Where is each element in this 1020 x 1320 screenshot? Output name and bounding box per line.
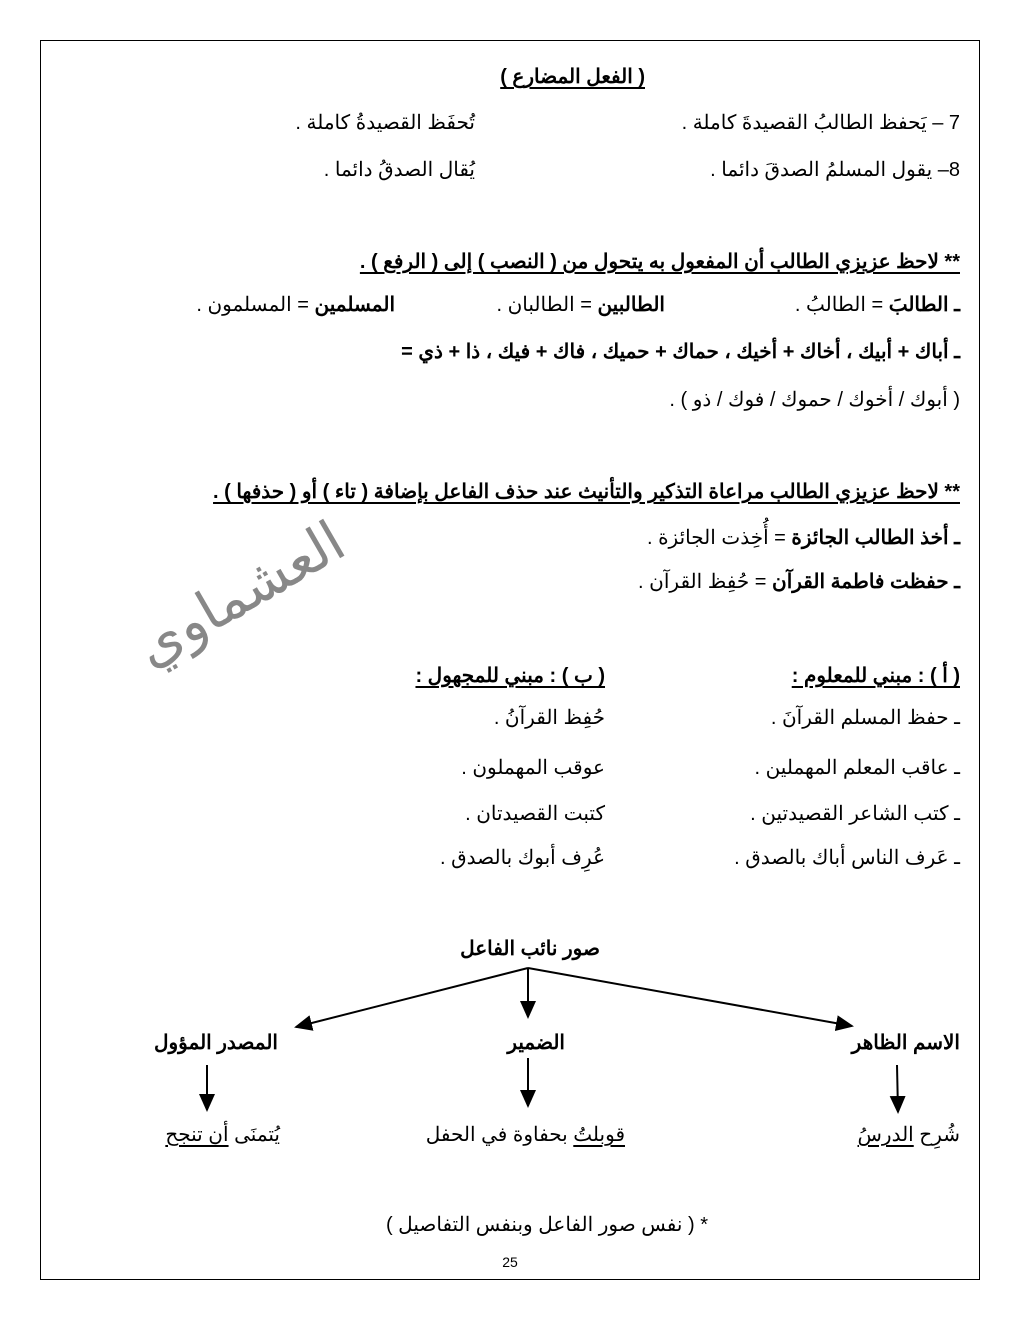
pair-1-rest: = الطالبُ .	[794, 294, 889, 316]
example-underlined: قوبلتُ	[573, 1124, 625, 1146]
col-b-item: كتبت القصيدتان .	[465, 803, 605, 825]
note-object-to-subject: ** لاحظ عزيزي الطالب أن المفعول به يتحول من ( النصب ) إلى ( الرفع ) .	[359, 251, 960, 273]
gender-example-1-bold: ـ أخذ الطالب الجائزة	[791, 527, 960, 549]
gender-example-2-rest: = حُفِظ القرآن .	[638, 571, 773, 593]
col-a-item: ـ عَرف الناس أباك بالصدق .	[734, 847, 960, 869]
pair-1-bold: ـ الطالبَ	[888, 294, 960, 316]
five-nouns: ـ أباك + أبيك ، أخاك + أخيك ، حماك + حميك ، فاك + فيك ، ذا + ذي =	[401, 341, 960, 363]
col-b-item: عُرِف أبوك بالصدق .	[440, 847, 605, 869]
branch-label-mawsool: المصدر المؤول	[153, 1032, 278, 1054]
arrow-to-noun	[528, 968, 852, 1026]
pair-3-bold: المسلمين	[314, 294, 395, 316]
pair-3-rest: = المسلمون .	[196, 294, 315, 316]
page-number: 25	[502, 1254, 518, 1270]
present-passive-2: يُقال الصدقُ دائما .	[323, 159, 475, 181]
present-active-2: 8– يقول المسلمُ الصدقَ دائما .	[710, 159, 960, 181]
branch-label-pronoun: الضمير	[507, 1032, 565, 1054]
col-a-item: ـ عاقب المعلم المهملين .	[754, 757, 960, 779]
col-b-item: حُفِظ القرآنُ .	[493, 707, 605, 729]
example-underlined: أن تنجح	[165, 1124, 229, 1146]
col-a-item: ـ كتب الشاعر القصيدتين .	[750, 803, 960, 825]
example-text: بحفاوة في الحفل	[425, 1124, 574, 1146]
example-underlined: الدرسُ	[857, 1124, 914, 1146]
branch-example-mawsool	[165, 1122, 280, 1148]
branch-label-noun: الاسم الظاهر	[851, 1032, 960, 1054]
col-a-item: ـ حفظ المسلم القرآنَ .	[770, 707, 960, 729]
watermark: العشماوي	[124, 508, 356, 679]
gender-example-1-rest: = أُخِذت الجائزة .	[646, 527, 792, 549]
arrow-down-noun	[897, 1065, 898, 1112]
section-title: ( الفعل المضارع )	[500, 66, 645, 88]
present-active-1: 7 – يَحفظ الطالبُ القصيدةَ كاملة .	[681, 112, 960, 134]
diagram-title: صور نائب الفاعل	[460, 938, 600, 960]
branch-example-pronoun	[426, 1122, 625, 1148]
col-b-item: عوقب المهملون .	[461, 757, 605, 779]
pair-2-bold: الطالبين	[597, 294, 665, 316]
branch-example-noun	[858, 1122, 961, 1148]
note-gender: ** لاحظ عزيزي الطالب مراعاة التذكير والتأنيث عند حذف الفاعل بإضافة ( تاء ) أو ( حذفها ) .	[213, 481, 960, 503]
footnote: * ( نفس صور الفاعل وبنفس التفاصيل )	[385, 1214, 708, 1236]
gender-example-2-bold: ـ حفظت فاطمة القرآن	[772, 571, 960, 593]
arrow-to-mawsool	[296, 968, 528, 1027]
pair-2-rest: = الطالبان .	[496, 294, 598, 316]
five-nouns-result: ( أبوك / أخوك / حموك / فوك / ذو ) .	[669, 389, 960, 411]
col-a-title: ( أ ) : مبني للمعلوم :	[791, 665, 960, 687]
col-b-title: ( ب ) : مبني للمجهول :	[415, 665, 605, 687]
present-passive-1: تُحفَظ القصيدةُ كاملة .	[295, 112, 475, 134]
example-text: شُرِح	[913, 1124, 960, 1146]
example-text: يُتمنَى	[228, 1124, 280, 1146]
